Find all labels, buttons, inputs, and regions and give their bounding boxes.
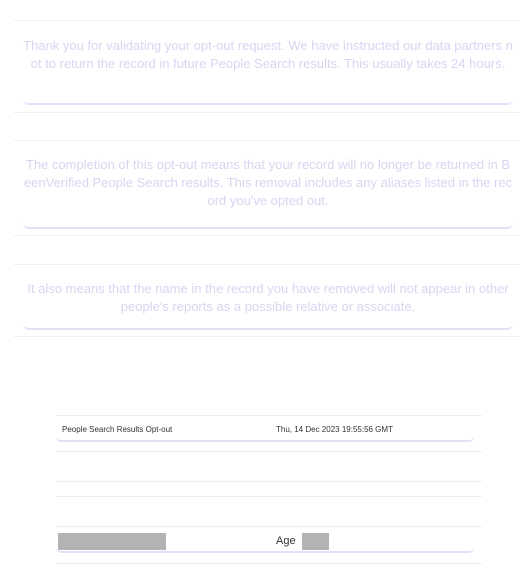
redacted-name bbox=[58, 533, 166, 550]
name-removal-message: It also means that the name in the record you have removed will not appear in other people's reports as a possible relative or associate. bbox=[23, 280, 513, 330]
row-divider bbox=[56, 451, 482, 452]
row-divider bbox=[56, 496, 482, 497]
row-divider bbox=[56, 481, 482, 482]
divider bbox=[14, 140, 520, 141]
record-type: People Search Results Opt-out bbox=[62, 425, 173, 434]
divider bbox=[14, 20, 520, 21]
divider bbox=[14, 112, 520, 113]
age-label: Age bbox=[276, 535, 296, 547]
divider bbox=[14, 235, 520, 236]
divider bbox=[14, 264, 520, 265]
redacted-age bbox=[302, 533, 329, 550]
opt-out-record-row bbox=[56, 416, 474, 442]
row-divider bbox=[56, 526, 482, 527]
validation-message: Thank you for validating your opt-out request. We have instructed our data partners not to return the record in future People Search results. This usually takes 24 hours. bbox=[23, 37, 513, 105]
divider bbox=[14, 336, 520, 337]
completion-message: The completion of this opt-out means that your record will no longer be returned in BeenVerified People Search results. This removal includes any aliases listed in the record you've opted out. bbox=[23, 156, 513, 229]
person-row bbox=[56, 531, 474, 553]
row-divider bbox=[56, 563, 482, 564]
record-timestamp: Thu, 14 Dec 2023 19:55:56 GMT bbox=[276, 425, 393, 434]
